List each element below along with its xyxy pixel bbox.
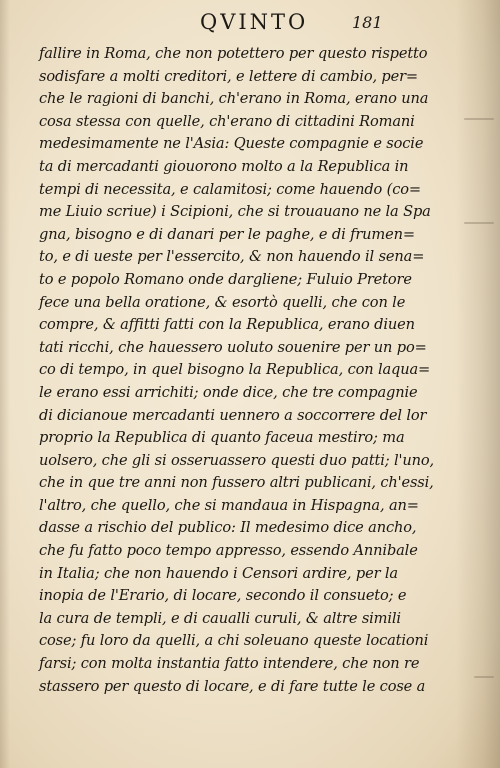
text-line: sodisfare a molti creditori, e lettere di cambio, per=	[39, 67, 419, 85]
text-line: to, e di ueste per l'essercito, & non hauendo il sena=	[39, 248, 425, 266]
text-line: farsi; con molta instantia fatto intendere, che non re	[39, 655, 420, 673]
running-title: QVINTO	[200, 10, 309, 34]
text-line: fallire in Roma, che non potettero per questo rispetto	[39, 45, 428, 62]
text-line: tempi di necessita, e calamitosi; come hauendo (co=	[39, 180, 421, 198]
text-line: tati ricchi, che hauessero uoluto souenire per un po=	[39, 338, 427, 356]
show-through-mark	[464, 222, 494, 224]
body-text	[39, 43, 459, 698]
text-line: che le ragioni di banchi, ch'erano in Roma, erano una	[39, 90, 429, 108]
text-line: compre, & affitti fatti con la Republica, erano diuen	[39, 316, 415, 334]
text-line: che fu fatto poco tempo appresso, essendo Annibale	[39, 542, 418, 560]
text-line: che in que tre anni non fussero altri publicani, ch'essi,	[39, 474, 434, 492]
text-line: medesimamente ne l'Asia: Queste compagnie e socie	[39, 135, 424, 153]
text-line: le erano essi arrichiti; onde dice, che tre compagnie	[39, 383, 418, 401]
page-left-edge-shadow	[0, 0, 10, 768]
text-line: uolsero, che gli si osseruassero questi duo patti; l'uno,	[39, 451, 435, 469]
text-line: fece una bella oratione, & esortò quelli, che con le	[39, 293, 406, 311]
show-through-mark	[464, 118, 494, 120]
text-line: to e popolo Romano onde dargliene; Fuluio Pretore	[39, 270, 412, 288]
text-line: co di tempo, in quel bisogno la Republica, con laqua=	[39, 361, 431, 379]
text-line: cosa stessa con quelle, ch'erano di cittadini Romani	[39, 112, 415, 130]
text-line: l'altro, che quello, che si mandaua in Hispagna, an=	[39, 496, 419, 514]
text-line: di dicianoue mercadanti uennero a soccorrere del lor	[39, 406, 427, 424]
text-line: ta di mercadanti giouorono molto a la Republica in	[39, 157, 409, 175]
text-line: dasse a rischio del publico: Il medesimo dice ancho,	[39, 519, 417, 537]
text-line: inopia de l'Erario, di locare, secondo il consueto; e	[39, 587, 407, 605]
page-gutter-shadow	[456, 0, 500, 768]
text-line: cose; fu loro da quelli, a chi soleuano queste locationi	[39, 632, 429, 650]
text-line: la cura de templi, e di caualli curuli, & altre simili	[39, 609, 401, 627]
text-line: stassero per questo di locare, e di fare tutte le cose a	[39, 677, 426, 695]
text-line: me Liuio scriue) i Scipioni, che si trouauano ne la Spa	[39, 203, 431, 221]
page-number: 181	[352, 13, 383, 32]
text-line: in Italia; che non hauendo i Censori ardire, per la	[39, 564, 398, 582]
text-line: proprio la Republica di quanto faceua mestiro; ma	[39, 429, 405, 447]
show-through-mark	[474, 676, 494, 678]
text-line: gna, bisogno e di danari per le paghe, e di frumen=	[39, 225, 415, 243]
running-header	[0, 10, 500, 40]
